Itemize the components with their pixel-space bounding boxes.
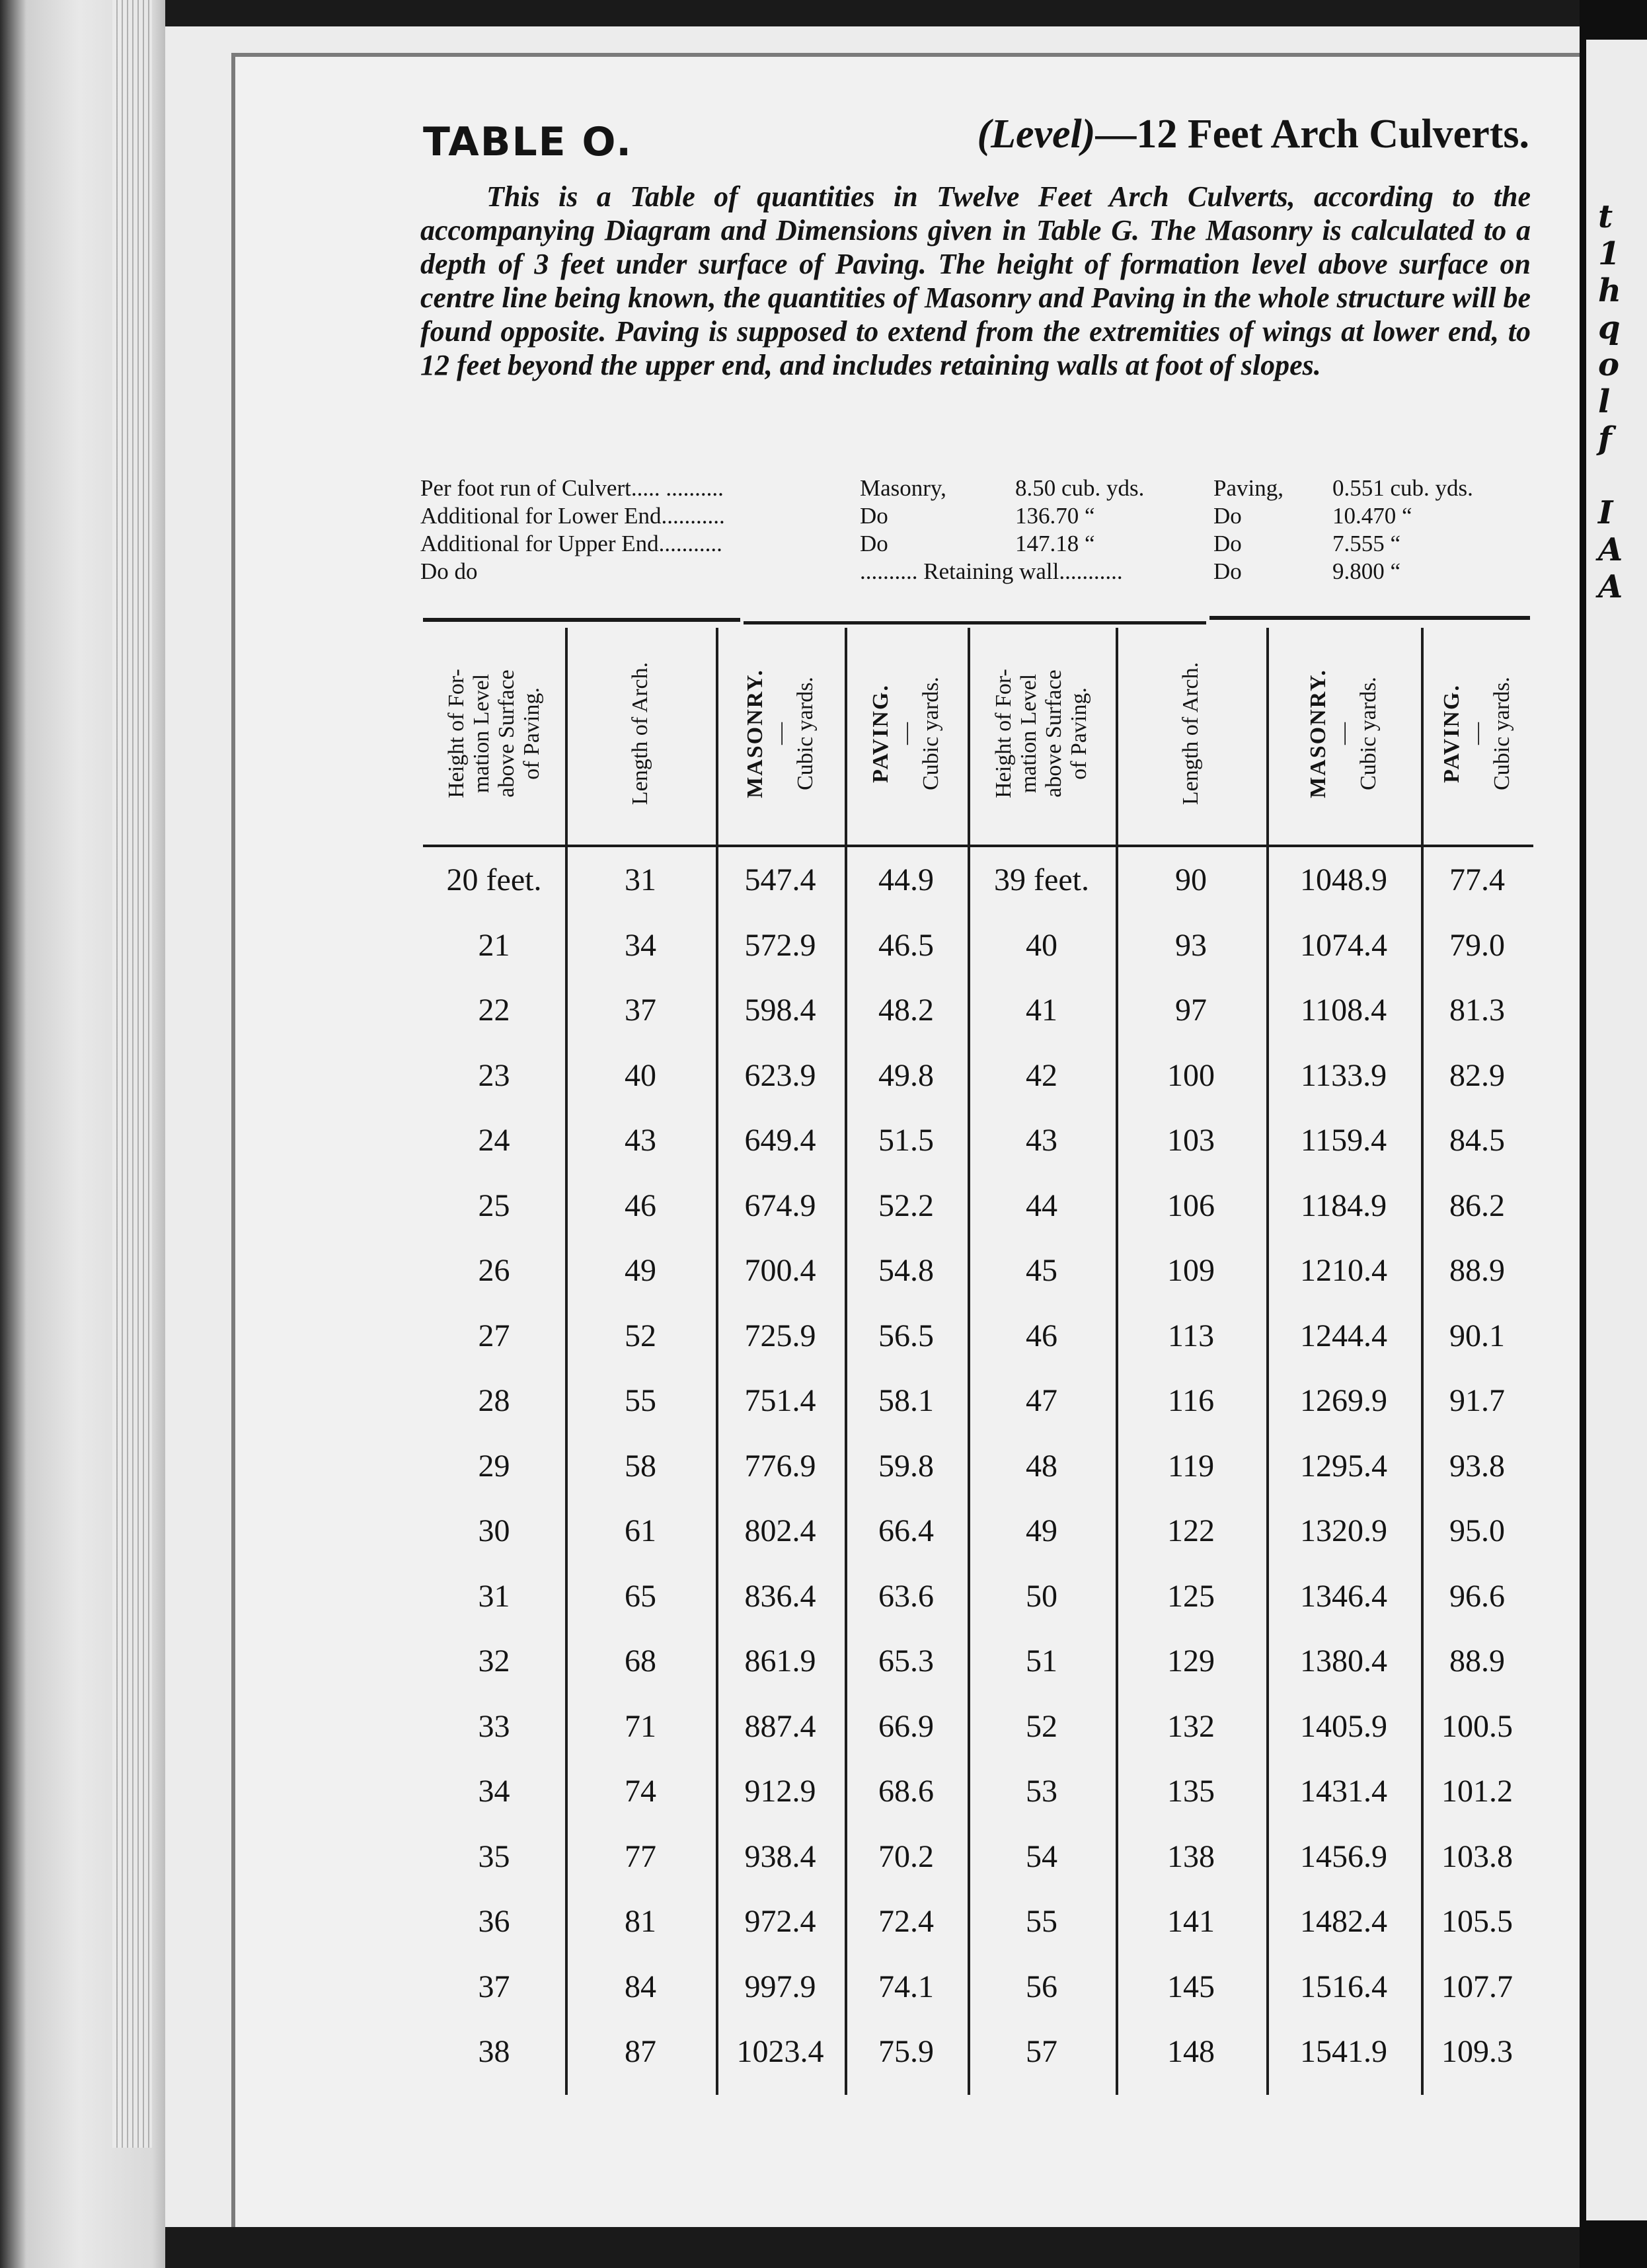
table-row xyxy=(423,1057,1533,1123)
table-cell: 96.6 xyxy=(1449,1578,1505,1614)
summary-line xyxy=(420,502,1544,530)
summary-label: Additional for Upper End........... xyxy=(420,531,722,556)
table-cell: 103.8 xyxy=(1441,1838,1513,1874)
summary-p-label: Do xyxy=(1213,503,1242,529)
table-cell: 87 xyxy=(625,2034,656,2069)
table-cell: 58.1 xyxy=(878,1383,934,1418)
table-cell: 122 xyxy=(1167,1513,1215,1548)
column-header-length xyxy=(565,628,716,839)
table-cell: 49.8 xyxy=(878,1057,934,1093)
table-cell: 1380.4 xyxy=(1300,1644,1387,1679)
page-stack-edge xyxy=(112,0,152,2148)
table-cell: 26 xyxy=(478,1253,510,1288)
table-cell: 40 xyxy=(1026,927,1057,963)
table-cell: 70.2 xyxy=(878,1838,934,1874)
table-row xyxy=(423,1838,1533,1904)
table-cell: 82.9 xyxy=(1449,1057,1505,1093)
table-cell: 1431.4 xyxy=(1300,1774,1387,1809)
summary-block xyxy=(420,474,1544,586)
table-cell: 54.8 xyxy=(878,1253,934,1288)
table-cell: 77.4 xyxy=(1449,862,1505,897)
table-cell: 1023.4 xyxy=(736,2034,824,2069)
table-cell: 53 xyxy=(1026,1774,1057,1809)
summary-m-label: Do xyxy=(860,531,888,556)
table-cell: 1159.4 xyxy=(1300,1123,1387,1158)
column-header-length xyxy=(1116,628,1266,839)
table-cell: 1210.4 xyxy=(1300,1253,1387,1288)
table-cell: 79.0 xyxy=(1449,927,1505,963)
table-row xyxy=(423,1448,1533,1513)
table-cell: 700.4 xyxy=(744,1253,816,1288)
table-cell: 40 xyxy=(625,1057,656,1093)
table-cell: 49 xyxy=(1026,1513,1057,1548)
column-header-line: — xyxy=(767,722,792,745)
table-cell: 63.6 xyxy=(878,1578,934,1614)
table-cell: 24 xyxy=(478,1123,510,1158)
table-cell: 912.9 xyxy=(744,1774,816,1809)
column-header-masonry xyxy=(716,628,845,839)
table-cell: 113 xyxy=(1167,1318,1215,1353)
table-cell: 22 xyxy=(478,993,510,1028)
table-cell: 56.5 xyxy=(878,1318,934,1353)
summary-p-label: Paving, xyxy=(1213,475,1283,501)
table-cell: 74 xyxy=(625,1774,656,1809)
table-cell: 68.6 xyxy=(878,1774,934,1809)
summary-m-label: Do xyxy=(860,503,888,529)
summary-p-label: Do xyxy=(1213,531,1242,556)
table-cell: 25 xyxy=(478,1188,510,1223)
table-cell: 623.9 xyxy=(744,1057,816,1093)
table-cell: 52 xyxy=(1026,1708,1057,1744)
table-cell: 148 xyxy=(1167,2034,1215,2069)
table-row xyxy=(423,2033,1533,2099)
summary-m-value: 136.70 “ xyxy=(1015,503,1095,529)
table-cell: 802.4 xyxy=(744,1513,816,1548)
table-cell: 45 xyxy=(1026,1253,1057,1288)
summary-p-value: 10.470 “ xyxy=(1332,503,1412,529)
table-cell: 95.0 xyxy=(1449,1513,1505,1548)
table-top-rule-right xyxy=(1209,616,1530,620)
table-cell: 1320.9 xyxy=(1300,1513,1387,1548)
column-header-line: MASONRY. xyxy=(742,669,767,798)
level-label: (Level) xyxy=(977,112,1096,157)
column-header-paving xyxy=(845,628,968,839)
facing-page-letter: f xyxy=(1598,420,1612,457)
facing-page-letter: t xyxy=(1598,198,1613,235)
column-header-height xyxy=(968,628,1116,839)
table-cell: 103 xyxy=(1167,1123,1215,1158)
table-cell: 39 feet. xyxy=(994,862,1089,897)
facing-page-letter xyxy=(1598,457,1623,494)
table-cell: 93 xyxy=(1175,927,1207,963)
table-cell: 44.9 xyxy=(878,862,934,897)
table-cell: 20 feet. xyxy=(446,862,542,897)
column-header-line: — xyxy=(1465,722,1490,745)
table-cell: 37 xyxy=(625,993,656,1028)
table-cell: 1048.9 xyxy=(1300,862,1387,897)
table-cell: 116 xyxy=(1167,1383,1215,1418)
column-header-masonry xyxy=(1266,628,1421,839)
summary-m-label: Masonry, xyxy=(860,475,946,501)
table-cell: 86.2 xyxy=(1449,1188,1505,1223)
column-header-line: — xyxy=(893,722,918,745)
table-cell: 109 xyxy=(1167,1253,1215,1288)
facing-page-letter: o xyxy=(1598,346,1620,383)
table-row xyxy=(423,1382,1533,1448)
table-cell: 97 xyxy=(1175,993,1207,1028)
table-cell: 135 xyxy=(1167,1774,1215,1809)
table-cell: 52.2 xyxy=(878,1188,934,1223)
table-cell: 84.5 xyxy=(1449,1123,1505,1158)
table-row xyxy=(423,1773,1533,1838)
table-cell: 48.2 xyxy=(878,993,934,1028)
table-cell: 66.4 xyxy=(878,1513,934,1548)
facing-page-letter: I xyxy=(1598,494,1613,531)
table-cell: 31 xyxy=(478,1578,510,1614)
table-cell: 46 xyxy=(625,1188,656,1223)
table-cell: 90.1 xyxy=(1449,1318,1505,1353)
summary-p-label: Do xyxy=(1213,558,1242,584)
table-cell: 649.4 xyxy=(744,1123,816,1158)
summary-label: Per foot run of Culvert..... .......... xyxy=(420,475,724,501)
table-cell: 141 xyxy=(1167,1904,1215,1939)
table-cell: 88.9 xyxy=(1449,1644,1505,1679)
facing-page-letter: 1 xyxy=(1598,235,1621,272)
table-cell: 776.9 xyxy=(744,1448,816,1484)
table-cell: 52 xyxy=(625,1318,656,1353)
table-cell: 125 xyxy=(1167,1578,1215,1614)
table-row xyxy=(423,1708,1533,1774)
table-cell: 1516.4 xyxy=(1300,1969,1387,2004)
table-cell: 81 xyxy=(625,1904,656,1939)
table-row xyxy=(423,1252,1533,1318)
table-cell: 674.9 xyxy=(744,1188,816,1223)
table-cell: 58 xyxy=(625,1448,656,1484)
table-row xyxy=(423,1188,1533,1253)
table-cell: 23 xyxy=(478,1057,510,1093)
table-cell: 68 xyxy=(625,1644,656,1679)
table-cell: 132 xyxy=(1167,1708,1215,1744)
column-header-line: Cubic yards. xyxy=(1490,677,1515,790)
column-header-line: Length of Arch. xyxy=(1178,662,1203,806)
summary-p-value: 9.800 “ xyxy=(1332,558,1401,584)
table-cell: 1133.9 xyxy=(1300,1057,1387,1093)
table-cell: 972.4 xyxy=(744,1904,816,1939)
table-cell: 106 xyxy=(1167,1188,1215,1223)
table-cell: 48 xyxy=(1026,1448,1057,1484)
column-header-line: Height of For- xyxy=(443,669,469,798)
table-cell: 836.4 xyxy=(744,1578,816,1614)
table-cell: 55 xyxy=(1026,1904,1057,1939)
table-cell: 42 xyxy=(1026,1057,1057,1093)
table-cell: 938.4 xyxy=(744,1838,816,1874)
summary-m-label: .......... Retaining wall........... xyxy=(860,558,1123,584)
table-body xyxy=(423,862,1533,2099)
facing-page-letter: l xyxy=(1598,383,1611,420)
table-cell: 34 xyxy=(625,927,656,963)
table-label: TABLE O. xyxy=(423,119,633,165)
table-cell: 1346.4 xyxy=(1300,1578,1387,1614)
summary-m-value: 8.50 cub. yds. xyxy=(1015,475,1145,501)
table-cell: 751.4 xyxy=(744,1383,816,1418)
table-row xyxy=(423,1513,1533,1578)
table-cell: 66.9 xyxy=(878,1708,934,1744)
title-text: —12 Feet Arch Culverts. xyxy=(1095,112,1529,157)
table-cell: 861.9 xyxy=(744,1644,816,1679)
table-cell: 81.3 xyxy=(1449,993,1505,1028)
table-cell: 138 xyxy=(1167,1838,1215,1874)
summary-line xyxy=(420,530,1544,558)
table-cell: 46.5 xyxy=(878,927,934,963)
table-cell: 145 xyxy=(1167,1969,1215,2004)
table-cell: 547.4 xyxy=(744,862,816,897)
table-cell: 105.5 xyxy=(1441,1904,1513,1939)
column-header-line: mation Level xyxy=(1016,673,1041,794)
facing-page-letter: q xyxy=(1598,309,1621,346)
table-cell: 77 xyxy=(625,1838,656,1874)
table-row xyxy=(423,1578,1533,1644)
table-cell: 51 xyxy=(1026,1644,1057,1679)
table-cell: 34 xyxy=(478,1774,510,1809)
table-cell: 38 xyxy=(478,2034,510,2069)
column-header-line: Length of Arch. xyxy=(628,662,652,806)
table-cell: 33 xyxy=(478,1708,510,1744)
table-cell: 74.1 xyxy=(878,1969,934,2004)
column-header-line: Cubic yards. xyxy=(792,677,818,790)
table-cell: 55 xyxy=(625,1383,656,1418)
table-cell: 21 xyxy=(478,927,510,963)
table-cell: 84 xyxy=(625,1969,656,2004)
table-cell: 93.8 xyxy=(1449,1448,1505,1484)
summary-line xyxy=(420,558,1544,586)
table-top-rule-mid xyxy=(744,621,1206,624)
table-cell: 1108.4 xyxy=(1300,993,1387,1028)
table-cell: 28 xyxy=(478,1383,510,1418)
table-cell: 46 xyxy=(1026,1318,1057,1353)
column-header-line: PAVING. xyxy=(1439,684,1465,783)
column-header-line: Height of For- xyxy=(991,669,1016,798)
summary-m-value: 147.18 “ xyxy=(1015,531,1095,556)
summary-line xyxy=(420,474,1544,502)
table-cell: 32 xyxy=(478,1644,510,1679)
table-cell: 75.9 xyxy=(878,2034,934,2069)
table-cell: 129 xyxy=(1167,1644,1215,1679)
table-row xyxy=(423,1643,1533,1708)
table-row xyxy=(423,927,1533,993)
table-cell: 57 xyxy=(1026,2034,1057,2069)
table-cell: 91.7 xyxy=(1449,1383,1505,1418)
intro-paragraph xyxy=(420,180,1531,382)
table-cell: 1074.4 xyxy=(1300,927,1387,963)
table-cell: 51.5 xyxy=(878,1123,934,1158)
header-bottom-rule xyxy=(423,845,1533,847)
table-cell: 119 xyxy=(1167,1448,1215,1484)
table-top-rule-left xyxy=(423,618,740,622)
table-cell: 43 xyxy=(1026,1123,1057,1158)
table-cell: 31 xyxy=(625,862,656,897)
table-cell: 47 xyxy=(1026,1383,1057,1418)
column-header-line: mation Level xyxy=(469,673,494,794)
table-cell: 90 xyxy=(1175,862,1207,897)
table-cell: 37 xyxy=(478,1969,510,2004)
table-cell: 41 xyxy=(1026,993,1057,1028)
table-cell: 1405.9 xyxy=(1300,1708,1387,1744)
table-cell: 109.3 xyxy=(1441,2034,1513,2069)
table-cell: 1295.4 xyxy=(1300,1448,1387,1484)
table-cell: 100 xyxy=(1167,1057,1215,1093)
table-cell: 54 xyxy=(1026,1838,1057,1874)
table-cell: 50 xyxy=(1026,1578,1057,1614)
summary-p-value: 0.551 cub. yds. xyxy=(1332,475,1473,501)
column-header-line: Cubic yards. xyxy=(918,677,943,790)
table-cell: 59.8 xyxy=(878,1448,934,1484)
table-cell: 572.9 xyxy=(744,927,816,963)
table-row xyxy=(423,992,1533,1057)
table-cell: 72.4 xyxy=(878,1904,934,1939)
table-cell: 101.2 xyxy=(1441,1774,1513,1809)
table-cell: 44 xyxy=(1026,1188,1057,1223)
table-cell: 88.9 xyxy=(1449,1253,1505,1288)
table-cell: 30 xyxy=(478,1513,510,1548)
table-cell: 49 xyxy=(625,1253,656,1288)
table-cell: 56 xyxy=(1026,1969,1057,2004)
summary-label: Additional for Lower End........... xyxy=(420,503,725,529)
facing-page-letter: A xyxy=(1598,568,1623,605)
column-header-line: above Surface xyxy=(494,669,519,798)
table-row xyxy=(423,1122,1533,1188)
table-cell: 107.7 xyxy=(1441,1969,1513,2004)
table-cell: 1482.4 xyxy=(1300,1904,1387,1939)
column-header-line: Cubic yards. xyxy=(1356,677,1381,790)
table-title xyxy=(977,111,1529,158)
table-cell: 1541.9 xyxy=(1300,2034,1387,2069)
facing-page-letters xyxy=(1598,198,1623,605)
table-cell: 43 xyxy=(625,1123,656,1158)
column-header-paving xyxy=(1421,628,1533,839)
table-row xyxy=(423,862,1533,927)
table-cell: 35 xyxy=(478,1838,510,1874)
table-cell: 27 xyxy=(478,1318,510,1353)
facing-page-letter: h xyxy=(1598,272,1621,309)
column-header-height xyxy=(423,628,565,839)
table-row xyxy=(423,1903,1533,1969)
table-cell: 36 xyxy=(478,1904,510,1939)
table-cell: 71 xyxy=(625,1708,656,1744)
table-row xyxy=(423,1969,1533,2034)
summary-label: Do do xyxy=(420,558,478,584)
facing-page-letter: A xyxy=(1598,531,1623,568)
table-cell: 100.5 xyxy=(1441,1708,1513,1744)
table-cell: 887.4 xyxy=(744,1708,816,1744)
table-cell: 1456.9 xyxy=(1300,1838,1387,1874)
table-cell: 598.4 xyxy=(744,993,816,1028)
intro-text: This is a Table of quantities in Twelve Feet Arch Culverts, according to the accompanying Diagram and Dimensions given in Table G. The Masonry is calculated to a depth of 3 feet under surface of Paving. The height of formation level above surface on centre line being known, the quantities of Masonry and Paving in the whole structure will be found opposite. Paving is supposed to extend from the extremities of wings at lower end, to 12 feet beyond the upper end, and includes retaining walls at foot of slopes. xyxy=(420,180,1531,381)
column-header-line: PAVING. xyxy=(868,684,893,783)
column-header-line: of Paving. xyxy=(1066,687,1091,780)
table-cell: 65.3 xyxy=(878,1644,934,1679)
table-row xyxy=(423,1318,1533,1383)
table-cell: 725.9 xyxy=(744,1318,816,1353)
table-cell: 1269.9 xyxy=(1300,1383,1387,1418)
table-cell: 65 xyxy=(625,1578,656,1614)
table-cell: 1184.9 xyxy=(1300,1188,1387,1223)
table-cell: 997.9 xyxy=(744,1969,816,2004)
summary-p-value: 7.555 “ xyxy=(1332,531,1401,556)
table-cell: 61 xyxy=(625,1513,656,1548)
column-header-line: above Surface xyxy=(1041,669,1066,798)
column-header-line: — xyxy=(1330,722,1356,745)
table-cell: 1244.4 xyxy=(1300,1318,1387,1353)
column-header-line: MASONRY. xyxy=(1305,669,1330,798)
column-header-line: of Paving. xyxy=(519,687,544,780)
table-cell: 29 xyxy=(478,1448,510,1484)
